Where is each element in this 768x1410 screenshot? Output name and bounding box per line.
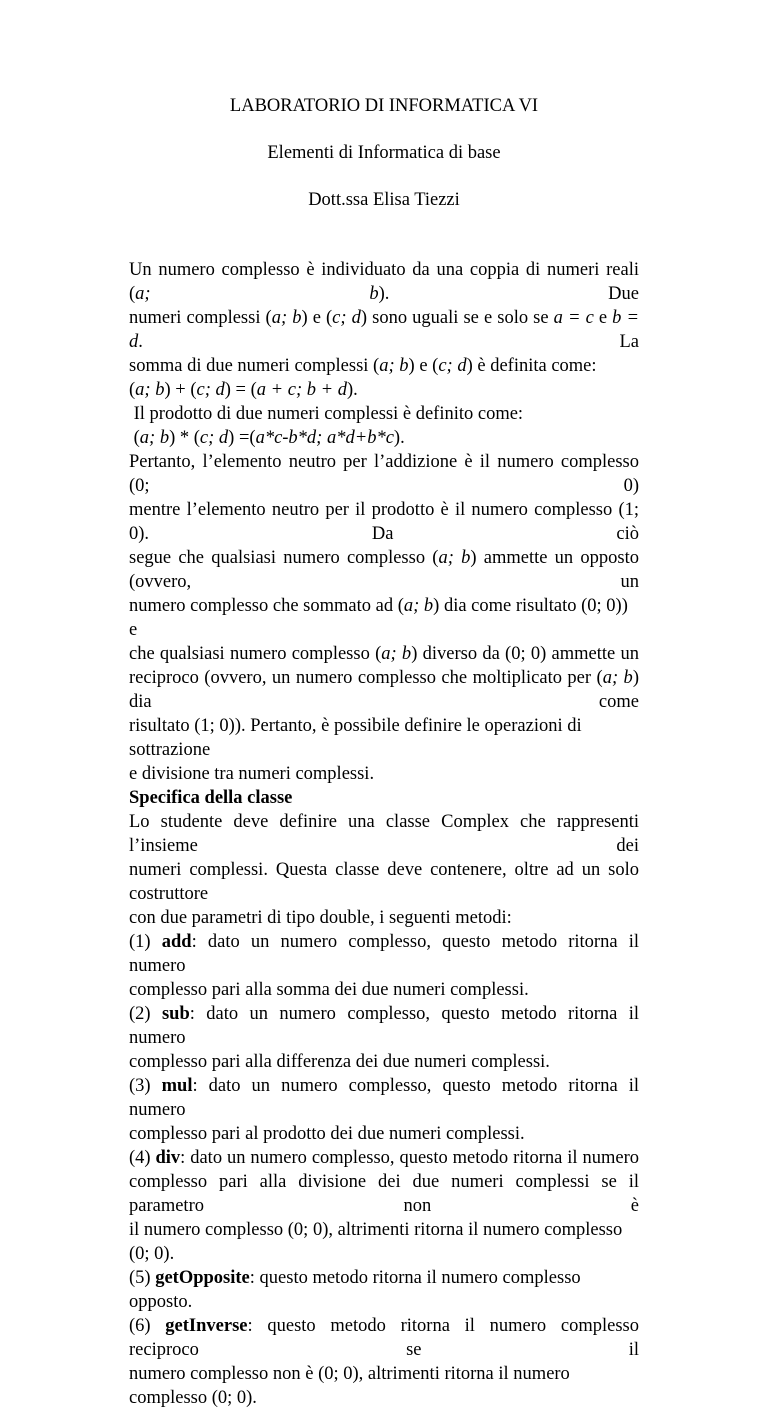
intro-line-14: e divisione tra numeri complessi.: [129, 764, 375, 784]
method-div-line-1: (4) div: dato un numero complesso, questo metodo ritorna il numero: [129, 1148, 639, 1168]
method-add-line-1: (1) add: dato un numero complesso, questo metodo ritorna il numero: [129, 932, 639, 976]
method-getinverse-line-2: numero complesso non è (0; 0), altrimenti ritorna il numero complesso (0; 0).: [129, 1364, 570, 1408]
method-div-line-2: complesso pari alla divisione dei due numeri complessi se il parametro non è: [129, 1172, 639, 1216]
intro-line-10: numero complesso che sommato ad (a; b) dia come risultato (0; 0)) e: [129, 596, 628, 640]
intro-line-8: mentre l’elemento neutro per il prodotto è il numero complesso (1; 0). Da ciò: [129, 500, 639, 544]
method-add-line-2: complesso pari alla somma dei due numeri complessi.: [129, 980, 529, 1000]
section-heading: Specifica della classe: [129, 788, 293, 808]
document-body: [129, 258, 639, 1410]
document-title: LABORATORIO DI INFORMATICA VI: [229, 96, 539, 116]
method-sub-line-2: complesso pari alla differenza dei due numeri complessi.: [129, 1052, 550, 1072]
method-name: getInverse: [165, 1316, 248, 1336]
intro-line-9: segue che qualsiasi numero complesso (a; b) ammette un opposto (ovvero, un: [129, 548, 639, 592]
method-name: add: [161, 932, 192, 952]
method-sub-line-1: (2) sub: dato un numero complesso, questo metodo ritorna il numero: [129, 1004, 639, 1048]
product-intro: Il prodotto di due numeri complessi è definito come:: [129, 404, 524, 424]
intro-line-7: Pertanto, l’elemento neutro per l’addizione è il numero complesso (0; 0): [129, 452, 639, 496]
intro-line-2: numeri complessi (a; b) e (c; d) sono uguali se e solo se a = c e b = d. La: [129, 308, 639, 352]
method-getopposite-line-1: (5) getOpposite: questo metodo ritorna il numero complesso opposto.: [129, 1268, 581, 1312]
intro-line-3: somma di due numeri complessi (a; b) e (c; d) è definita come:: [129, 356, 597, 376]
method-name: getOpposite: [155, 1268, 250, 1288]
spec-line-2: numeri complessi. Questa classe deve contenere, oltre ad un solo costruttore: [129, 860, 639, 904]
method-mul-line-1: (3) mul: dato un numero complesso, questo metodo ritorna il numero: [129, 1076, 639, 1120]
method-name: div: [155, 1148, 181, 1168]
method-mul-line-2: complesso pari al prodotto dei due numeri complessi.: [129, 1124, 525, 1144]
intro-line-13: risultato (1; 0)). Pertanto, è possibile definire le operazioni di sottrazione: [129, 716, 582, 760]
intro-line-11: che qualsiasi numero complesso (a; b) diverso da (0; 0) ammette un: [129, 644, 640, 664]
spec-line-1: Lo studente deve definire una classe Complex che rappresenti l’insieme dei: [129, 812, 639, 856]
document-subtitle: Elementi di Informatica di base: [267, 143, 501, 163]
intro-line-12: reciproco (ovvero, un numero complesso che moltiplicato per (a; b) dia come: [129, 668, 639, 712]
sum-formula: (a; b) + (c; d) = (a + c; b + d).: [129, 380, 358, 400]
method-getinverse-line-1: (6) getInverse: questo metodo ritorna il numero complesso reciproco se il: [129, 1316, 639, 1360]
method-name: sub: [161, 1004, 190, 1024]
document-author: Dott.ssa Elisa Tiezzi: [308, 190, 460, 210]
spec-line-3: con due parametri di tipo double, i seguenti metodi:: [129, 908, 512, 928]
intro-line-1: Un numero complesso è individuato da una coppia di numeri reali (a; b). Due: [129, 260, 639, 304]
method-name: mul: [161, 1076, 193, 1096]
product-formula: (a; b) * (c; d) =(a*c-b*d; a*d+b*c).: [129, 428, 405, 448]
method-div-line-3: il numero complesso (0; 0), altrimenti ritorna il numero complesso (0; 0).: [129, 1220, 623, 1264]
